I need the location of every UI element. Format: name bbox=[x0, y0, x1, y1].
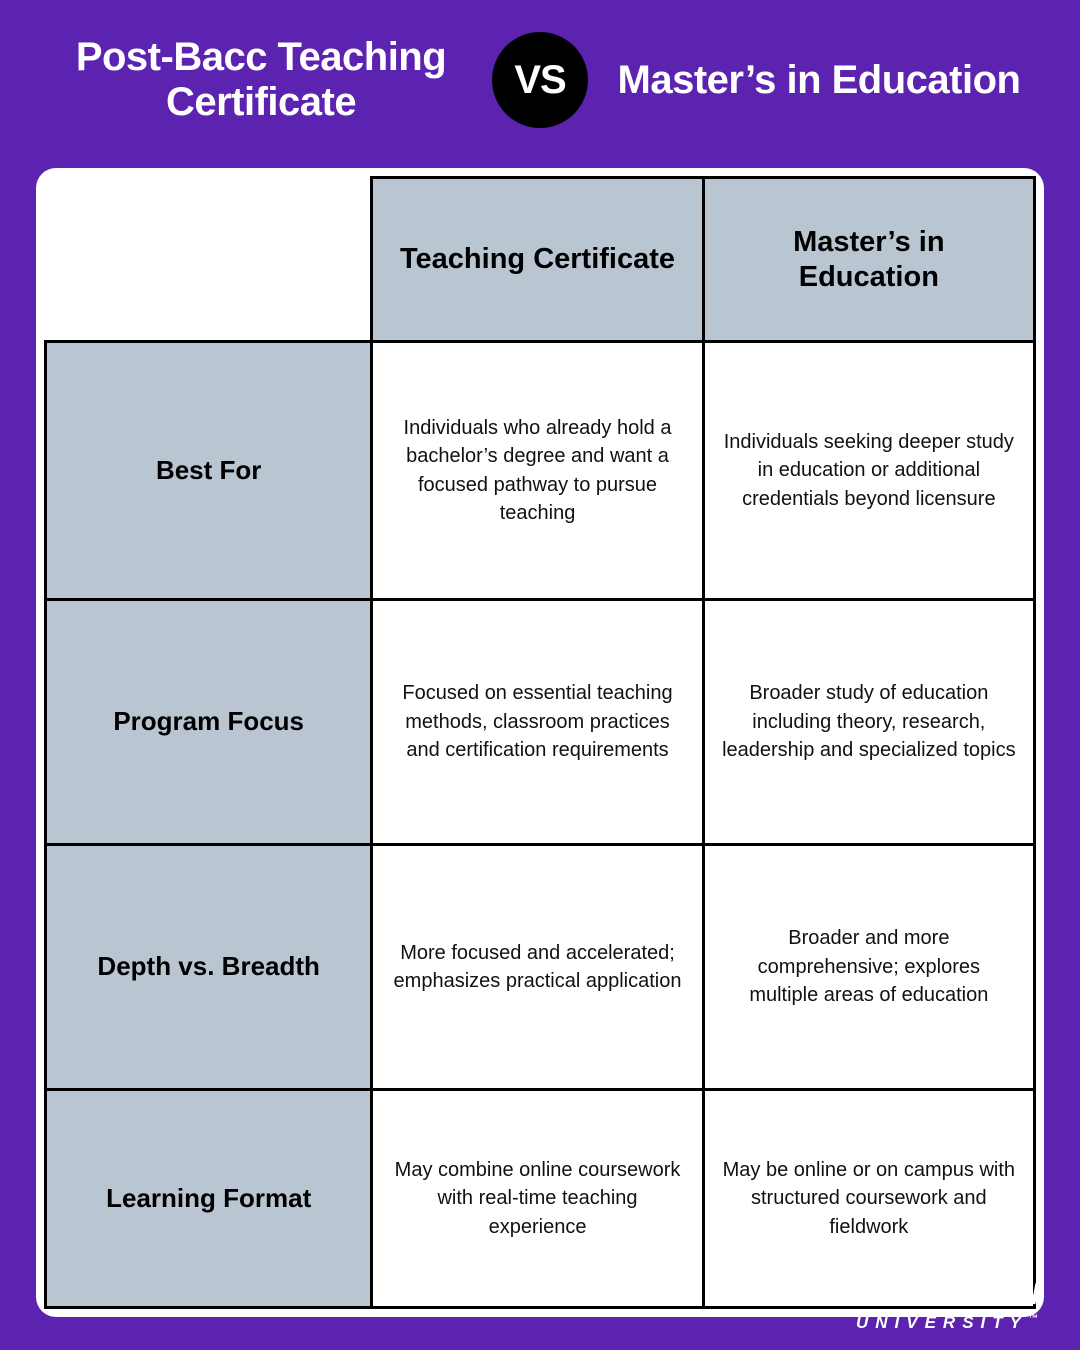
table-header-blank bbox=[46, 178, 372, 342]
table-header-row bbox=[46, 178, 1035, 342]
logo-line-2-text: UNIVERSITY bbox=[855, 1312, 1028, 1332]
cell-program-focus-certificate: Focused on essential teaching methods, classroom practices and certification requirements bbox=[372, 600, 703, 845]
table-row bbox=[46, 600, 1035, 845]
vs-badge: VS bbox=[492, 32, 588, 128]
comparison-card bbox=[36, 168, 1044, 1317]
cell-learning-format-masters: May be online or on campus with structured coursework and fieldwork bbox=[703, 1090, 1034, 1308]
cell-best-for-certificate: Individuals who already hold a bachelor’s degree and want a focused pathway to pursue teaching bbox=[372, 342, 703, 600]
row-label-depth-vs-breadth: Depth vs. Breadth bbox=[46, 845, 372, 1090]
table-head bbox=[46, 178, 1035, 342]
row-label-learning-format: Learning Format bbox=[46, 1090, 372, 1308]
trademark-symbol: ™ bbox=[1028, 1312, 1038, 1324]
comparison-table bbox=[44, 176, 1036, 1309]
header-title-right: Master’s in Education bbox=[617, 57, 1021, 102]
cell-depth-vs-breadth-masters: Broader and more comprehensive; explores multiple areas of education bbox=[703, 845, 1034, 1090]
logo-line-2 bbox=[771, 1314, 1040, 1331]
gcu-logo bbox=[771, 1275, 1040, 1332]
table-header-certificate: Teaching Certificate bbox=[372, 178, 703, 342]
header bbox=[0, 0, 1080, 160]
cell-learning-format-certificate: May combine online coursework with real-time teaching experience bbox=[372, 1090, 703, 1308]
header-title-left: Post-Bacc Teaching Certificate bbox=[75, 35, 447, 124]
logo-line-1: GRAND CANYON bbox=[771, 1275, 1040, 1311]
row-label-program-focus: Program Focus bbox=[46, 600, 372, 845]
footer bbox=[0, 1258, 1080, 1350]
table-row bbox=[46, 845, 1035, 1090]
table-header-masters: Master’s in Education bbox=[703, 178, 1034, 342]
table-body bbox=[46, 342, 1035, 1308]
cell-depth-vs-breadth-certificate: More focused and accelerated; emphasizes practical application bbox=[372, 845, 703, 1090]
table-row bbox=[46, 342, 1035, 600]
cell-best-for-masters: Individuals seeking deeper study in education or additional credentials beyond licensure bbox=[703, 342, 1034, 600]
cell-program-focus-masters: Broader study of education including theory, research, leadership and specialized topics bbox=[703, 600, 1034, 845]
row-label-best-for: Best For bbox=[46, 342, 372, 600]
